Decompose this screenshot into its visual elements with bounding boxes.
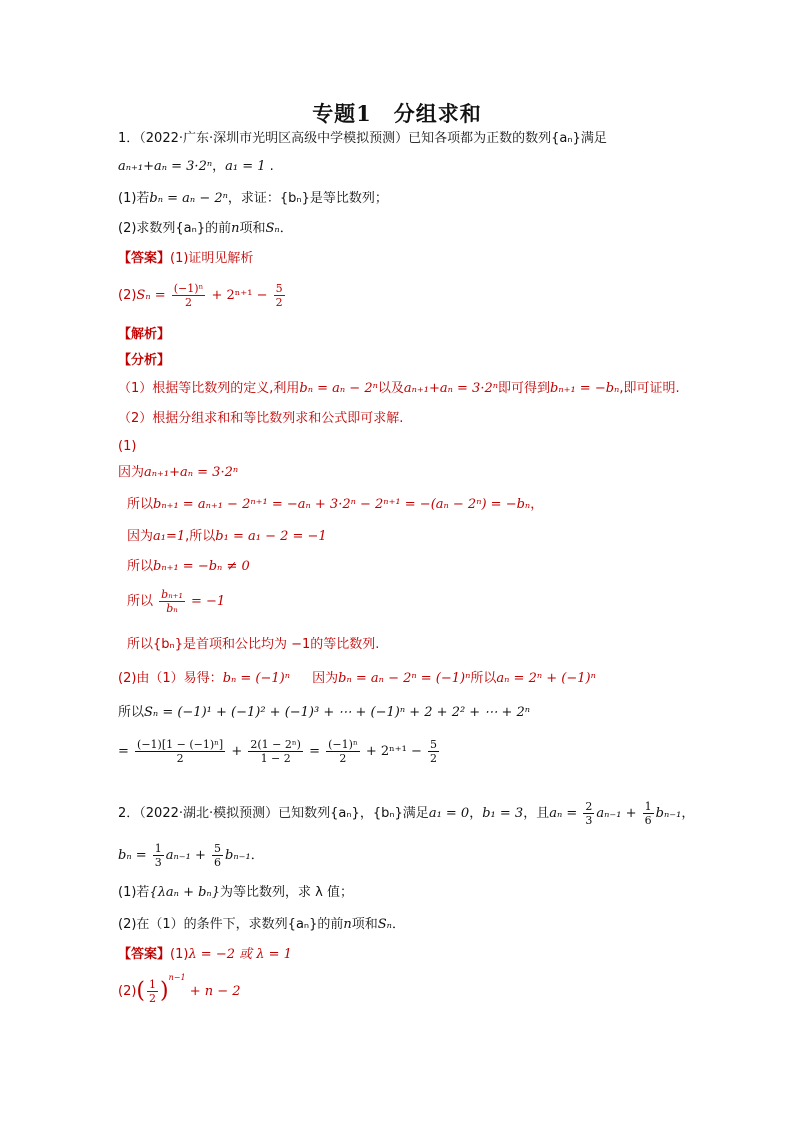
- q1-answer-tag: 【答案】: [118, 251, 171, 266]
- step-text: 因为: [312, 671, 339, 686]
- analysis-text: ,即可证明.: [619, 381, 680, 396]
- q2-answer2-tail: + n − 2: [189, 984, 241, 999]
- q2-stem: 已知数列{aₙ}，{bₙ}满足: [278, 806, 429, 821]
- q1-step-1: [118, 464, 238, 482]
- q1-result-frac3: [326, 738, 360, 765]
- q1-result-frac2: [248, 738, 303, 765]
- frac-numerator: 5: [275, 282, 283, 295]
- step-text: 因为: [127, 529, 154, 544]
- q1-condition-line: aₙ₊₁+aₙ = 3·2ⁿ，a₁ = 1 .: [118, 159, 274, 174]
- q2-eq-b-term: bₙ₋₁: [225, 848, 251, 863]
- q1-analysis-2: （2）根据分组求和和等比数列求和公式即可求解.: [118, 411, 404, 426]
- step-eq: bₙ = (−1)ⁿ: [222, 671, 291, 686]
- q2-answer2-prefix: (2): [118, 984, 137, 999]
- analysis-eq: bₙ₊₁ = −bₙ: [550, 381, 620, 396]
- frac-numerator: bₙ₊₁: [161, 588, 183, 601]
- step-eq: = −1: [191, 594, 226, 609]
- q2-answer-tag: 【答案】: [118, 947, 171, 962]
- frac-numerator: (−1)[1 − (−1)ⁿ]: [137, 738, 224, 751]
- q2-answer2-exponent: n−1: [168, 972, 186, 982]
- q1-step5-frac: [159, 588, 185, 615]
- q2-part1-eq: {λaₙ + bₙ}: [149, 885, 220, 900]
- analysis-text: （1）根据等比数列的定义,利用: [118, 381, 300, 396]
- step-eq: aₙ₊₁+aₙ = 3·2ⁿ: [144, 465, 239, 480]
- q1-part2-derive: [118, 670, 596, 688]
- q1-analysis-1: [118, 380, 680, 398]
- step-text: (2)由（1）易得：: [118, 671, 223, 686]
- right-paren: ): [160, 978, 169, 1004]
- q1-fenxi-tag: 【分析】: [118, 353, 171, 368]
- q1-part2-prefix: (2)求数列{aₙ}的前: [118, 221, 232, 236]
- q2-part2-S: Sₙ: [377, 917, 392, 932]
- frac-denominator: 6: [644, 814, 652, 827]
- analysis-text: 以及: [377, 381, 404, 396]
- q1-result-frac1: [135, 738, 225, 765]
- q1-part1-line: [118, 190, 388, 208]
- q1-part2-end: ．: [279, 221, 293, 236]
- q1-part2-n: n: [231, 221, 240, 236]
- q2-answer1-prefix: (1): [170, 947, 189, 962]
- q1-part2-S: Sₙ: [265, 221, 280, 236]
- analysis-eq: aₙ₊₁+aₙ = 3·2ⁿ: [403, 381, 498, 396]
- q2-eq-b-lhs: bₙ =: [118, 848, 147, 863]
- q2-part1-suffix: 为等比数列，求 λ 值；: [219, 885, 353, 900]
- q2-eq-a-term: aₙ₋₁ +: [596, 806, 637, 821]
- q1-step-3: [127, 528, 327, 546]
- q2-answer2-frac: [147, 978, 158, 1005]
- frac-numerator: 1: [149, 978, 157, 991]
- q1-step-2: [127, 496, 543, 514]
- analysis-text: 即可得到: [498, 381, 551, 396]
- frac-denominator: 2: [185, 296, 193, 309]
- step-text: 所以: [127, 594, 154, 609]
- q2-part2-line: [118, 916, 405, 934]
- q1-part1-label: (1): [118, 439, 137, 454]
- q1-cond-eq: aₙ₊₁+aₙ = 3·2ⁿ: [118, 159, 213, 174]
- frac-denominator: 3: [154, 856, 162, 869]
- analysis-eq: bₙ = aₙ − 2ⁿ: [299, 381, 378, 396]
- step-eq: +: [231, 744, 243, 759]
- q2-eq-b-frac2: [212, 842, 223, 869]
- q1-answer2-frac2: [274, 282, 285, 309]
- q1-answer2-frac1: [172, 282, 206, 309]
- frac-denominator: 2: [275, 296, 283, 309]
- step-text: 所以: [127, 497, 154, 512]
- q2-stem-line: [118, 800, 694, 827]
- step-text: ,所以: [185, 529, 216, 544]
- q1-part1-prefix: (1)若: [118, 191, 150, 206]
- q1-part1-eq: bₙ = aₙ − 2ⁿ: [149, 191, 228, 206]
- q1-part2-mid: 项和: [239, 221, 266, 236]
- q1-jiexi-tag: 【解析】: [118, 327, 171, 342]
- q2-answer-line1: [118, 946, 292, 964]
- frac-numerator: 1: [154, 842, 162, 855]
- frac-denominator: bₙ: [166, 602, 178, 615]
- q1-cond-init: a₁ = 1: [225, 159, 266, 174]
- step-text: 所以: [118, 705, 145, 720]
- q2-part2-prefix: (2)在（1）的条件下，求数列{aₙ}的前: [118, 917, 344, 932]
- frac-denominator: 2: [176, 752, 184, 765]
- frac-denominator: 3: [585, 814, 593, 827]
- q2-source: （2022·湖北·模拟预测）: [139, 806, 279, 821]
- q1-answer-line2: [118, 282, 287, 309]
- q1-answer1: (1)证明见解析: [170, 251, 254, 266]
- frac-denominator: 2: [339, 752, 347, 765]
- q2-answer-line2: [118, 972, 241, 1005]
- q1-step-6: 所以{bₙ}是首项和公比均为 −1的等比数列.: [127, 637, 380, 652]
- q2-part2-mid: 项和: [351, 917, 378, 932]
- q1-step-5: [127, 588, 225, 615]
- q2-eq-a-term: bₙ₋₁: [655, 806, 682, 821]
- q1-stem: 已知各项都为正数的数列{aₙ}满足: [408, 131, 607, 146]
- frac-numerator: 2(1 − 2ⁿ): [250, 738, 301, 751]
- frac-denominator: 6: [214, 856, 222, 869]
- step-text: 因为: [118, 465, 145, 480]
- frac-numerator: 1: [644, 800, 652, 813]
- q2-part1-prefix: (1)若: [118, 885, 150, 900]
- q1-source: （2022·广东·深圳市光明区高级中学模拟预测）: [139, 131, 409, 146]
- step-eq: bₙ₊₁ = −bₙ ≠ 0: [153, 559, 250, 574]
- step-eq: bₙ₊₁ = aₙ₊₁ − 2ⁿ⁺¹ = −aₙ + 3·2ⁿ − 2ⁿ⁺¹ = −(aₙ − 2ⁿ) = −bₙ: [153, 497, 531, 512]
- q2-part2-n: n: [343, 917, 352, 932]
- q2-eq-a-frac2: [643, 800, 654, 827]
- q1-stem-line: [118, 130, 607, 148]
- frac-denominator: 1 − 2: [260, 752, 291, 765]
- q2-part1-line: [118, 884, 353, 902]
- q1-result-frac4: [428, 738, 439, 765]
- q1-result-line: [118, 738, 441, 765]
- q1-step-4: [127, 558, 250, 576]
- q2-eq-b-term: aₙ₋₁ +: [165, 848, 206, 863]
- step-text: 所以: [470, 671, 497, 686]
- frac-denominator: 2: [149, 992, 157, 1005]
- q2-eq-b-line: [118, 842, 264, 869]
- step-eq: Sₙ = (−1)¹ + (−1)² + (−1)³ + ⋯ + (−1)ⁿ + 2 + 2² + ⋯ + 2ⁿ: [144, 705, 531, 720]
- frac-denominator: 2: [430, 752, 438, 765]
- step-eq: a₁=1: [153, 529, 186, 544]
- step-eq: aₙ = 2ⁿ + (−1)ⁿ: [496, 671, 596, 686]
- frac-numerator: 5: [214, 842, 222, 855]
- q2-init2: b₁ = 3: [482, 806, 524, 821]
- q2-sep: ，: [469, 806, 483, 821]
- step-text: ，: [530, 497, 544, 512]
- step-text: 所以: [127, 559, 154, 574]
- q2-eq-a-end: ，: [681, 806, 695, 821]
- q1-answer2-mid: + 2ⁿ⁺¹ −: [211, 288, 268, 303]
- page-title: 专题1 分组求和: [312, 101, 482, 126]
- step-eq: b₁ = a₁ − 2 = −1: [215, 529, 327, 544]
- frac-numerator: 5: [430, 738, 438, 751]
- q2-eq-b-frac1: [153, 842, 164, 869]
- q1-part1-suffix: ，求证：{bₙ}是等比数列；: [227, 191, 388, 206]
- step-eq: =: [118, 744, 129, 759]
- q1-answer2-prefix: (2): [118, 288, 137, 303]
- step-eq: =: [309, 744, 320, 759]
- q2-number: 2．: [118, 806, 140, 821]
- q1-sum-line: [118, 704, 530, 722]
- step-eq: bₙ = aₙ − 2ⁿ: [338, 671, 417, 686]
- step-eq: + 2ⁿ⁺¹ −: [365, 744, 422, 759]
- step-eq: = (−1)ⁿ: [420, 671, 471, 686]
- q2-init1: a₁ = 0: [428, 806, 470, 821]
- q1-number: 1．: [118, 131, 140, 146]
- frac-numerator: (−1)ⁿ: [173, 282, 204, 295]
- q1-part2-line: [118, 220, 293, 238]
- q1-answer-line1: [118, 250, 253, 268]
- q2-eq-a-frac1: [583, 800, 594, 827]
- left-paren: (: [136, 978, 146, 1004]
- q1-answer2-lhs: Sₙ =: [136, 288, 166, 303]
- q2-part2-end: ．: [391, 917, 405, 932]
- q2-eq-b-end: ．: [250, 848, 264, 863]
- q2-answer1-eq: λ = −2 或 λ = 1: [188, 947, 292, 962]
- q2-and: ，且: [523, 806, 550, 821]
- frac-numerator: (−1)ⁿ: [328, 738, 358, 751]
- frac-numerator: 2: [585, 800, 593, 813]
- q2-eq-a-lhs: aₙ =: [549, 806, 578, 821]
